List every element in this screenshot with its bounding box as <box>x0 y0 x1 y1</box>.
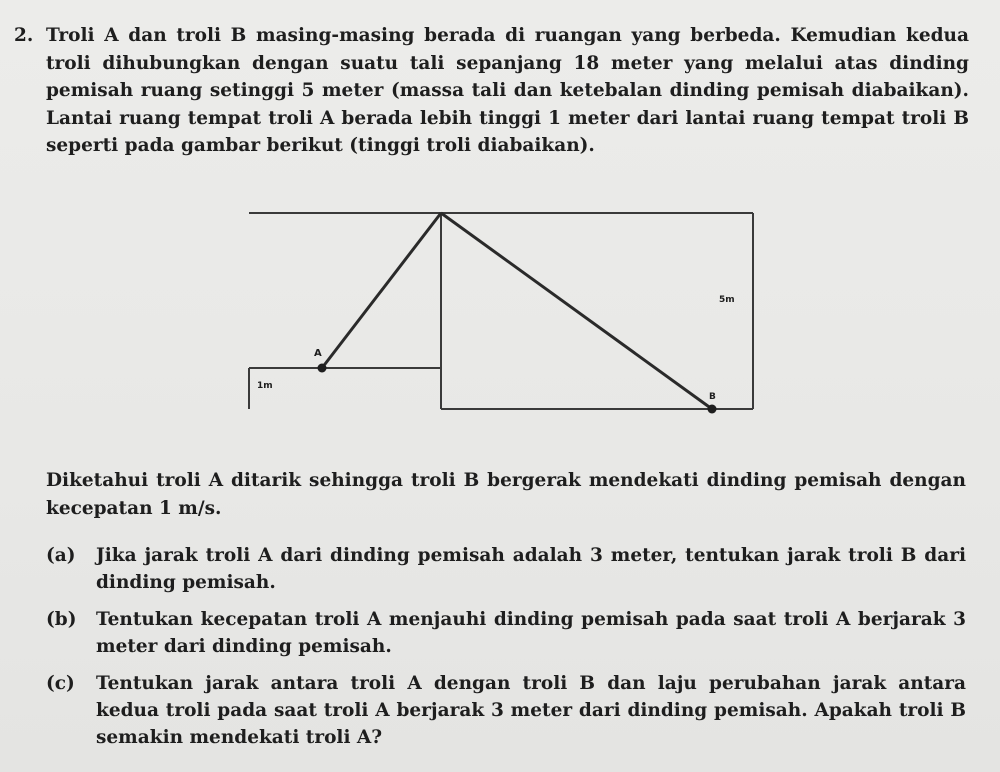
label-trolley-a: A <box>314 348 322 359</box>
label-step-height: 1m <box>257 381 273 391</box>
question-b <box>46 606 966 660</box>
question-a-text: Jika jarak troli A dari dinding pemisah adalah 3 meter, tentukan jarak troli B dari dinding pemisah. <box>96 545 966 593</box>
question-c <box>46 670 966 751</box>
rope-segment-a <box>322 213 441 368</box>
problem-text: Troli A dan troli B masing-masing berada di ruangan yang berbeda. Kemudian kedua troli dihubungkan dengan suatu tali sepanjang 18 meter yang melalui atas dinding pemisah ruang setinggi 5 meter (massa tali dan ketebalan dinding pemisah diabaikan). Lantai ruang tempat troli A berada lebih tinggi 1 meter dari lantai ruang tempat troli B seperti pada gambar berikut (tinggi troli diabaikan). <box>46 25 969 156</box>
question-a-label: (a) <box>46 545 76 566</box>
question-c-text: Tentukan jarak antara troli A dengan troli B dan laju perubahan jarak antara kedua troli pada saat troli A berjarak 3 meter dari dinding pemisah. Apakah troli B semakin mendekati troli A? <box>96 673 966 748</box>
problem-number: 2. <box>14 25 34 46</box>
label-wall-height: 5m <box>719 295 735 305</box>
label-trolley-b: B <box>709 392 716 402</box>
question-c-label: (c) <box>46 673 75 694</box>
question-b-text: Tentukan kecepatan troli A menjauhi dinding pemisah pada saat troli A berjarak 3 meter dari dinding pemisah. <box>96 609 966 657</box>
trolley-a-dot <box>318 364 327 373</box>
question-a <box>46 542 966 596</box>
given-statement: Diketahui troli A ditarik sehingga troli B bergerak mendekati dinding pemisah dengan kecepatan 1 m/s. <box>46 470 966 519</box>
question-b-label: (b) <box>46 609 77 630</box>
rope-segment-b <box>441 213 712 409</box>
trolley-b-dot <box>708 405 717 414</box>
